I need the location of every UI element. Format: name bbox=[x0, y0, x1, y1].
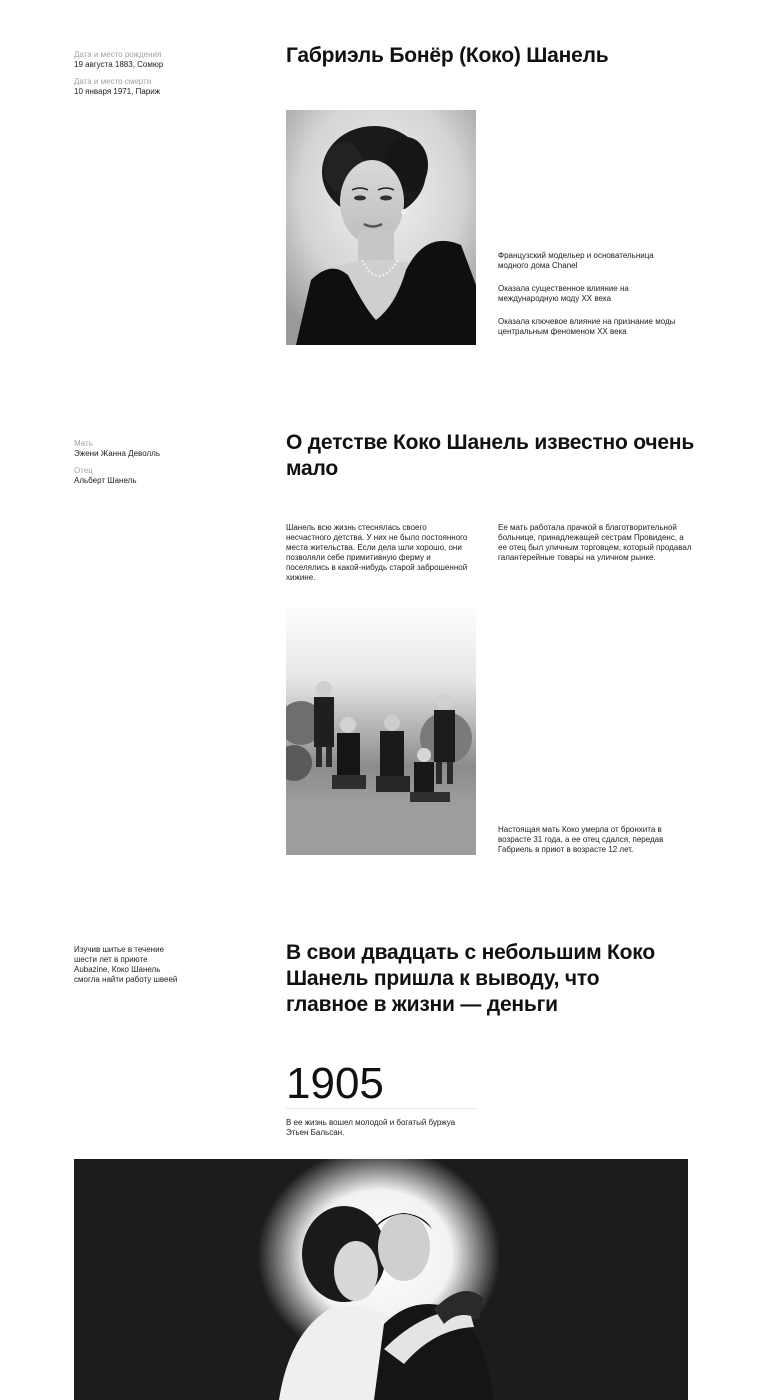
childhood-caption: Настоящая мать Коко умерла от бронхита в возрасте 31 года, а ее отец сдался, передав Габриель в приют в возрасте 12 лет. bbox=[498, 825, 664, 854]
side-note: Изучив шитье в течение шести лет в приюте Aubazine, Коко Шанель смогла найти работу швеей bbox=[74, 945, 178, 984]
death-label: Дата и место смерти bbox=[74, 77, 152, 86]
fact-item: Французский модельер и основательница модного дома Chanel bbox=[498, 251, 654, 270]
mother-value: Эжени Жанна Деволль bbox=[74, 449, 160, 458]
portrait-photo bbox=[286, 110, 476, 345]
page-title: Габриэль Бонёр (Коко) Шанель bbox=[286, 44, 609, 67]
children-photo bbox=[286, 603, 476, 855]
childhood-text-left: Шанель всю жизнь стеснялась своего несчастного детства. У них не было постоянного места жительства. Если дела шли хорошо, они позволяли себе примитивную ферму и поселялись в какой-нибудь старой заброшенной хижине. bbox=[286, 523, 468, 582]
facts-list bbox=[498, 251, 683, 350]
death-value: 10 января 1971, Париж bbox=[74, 87, 161, 96]
fact-item: Оказала ключевое влияние на признание моды центральным феноменом XX века bbox=[498, 317, 676, 336]
year-text: В ее жизнь вошел молодой и богатый буржуа Этьен Бальсан. bbox=[286, 1118, 456, 1137]
birth-value: 19 августа 1883, Сомюр bbox=[74, 60, 164, 69]
father-label: Отец bbox=[74, 466, 93, 475]
father-value: Альберт Шанель bbox=[74, 476, 137, 485]
mother-label: Мать bbox=[74, 439, 93, 448]
divider bbox=[286, 1108, 476, 1109]
birth-label: Дата и место рождения bbox=[74, 50, 162, 59]
couple-photo bbox=[74, 1159, 688, 1400]
section-title-childhood: О детстве Коко Шанель известно очень мало bbox=[286, 431, 695, 480]
section-title-money: В свои двадцать с небольшим Коко Шанель пришла к выводу, что главное в жизни — деньги bbox=[286, 941, 655, 1016]
fact-item: Оказала существенное влияние на международную моду XX века bbox=[498, 284, 629, 303]
childhood-text-right: Ее мать работала прачкой в благотворительной больнице, принадлежащей сестрам Провиденс, а ее отец был уличным торговцем, который продавал галантерейные товары на уличном рынке. bbox=[498, 523, 692, 562]
year-heading: 1905 bbox=[286, 1059, 384, 1108]
